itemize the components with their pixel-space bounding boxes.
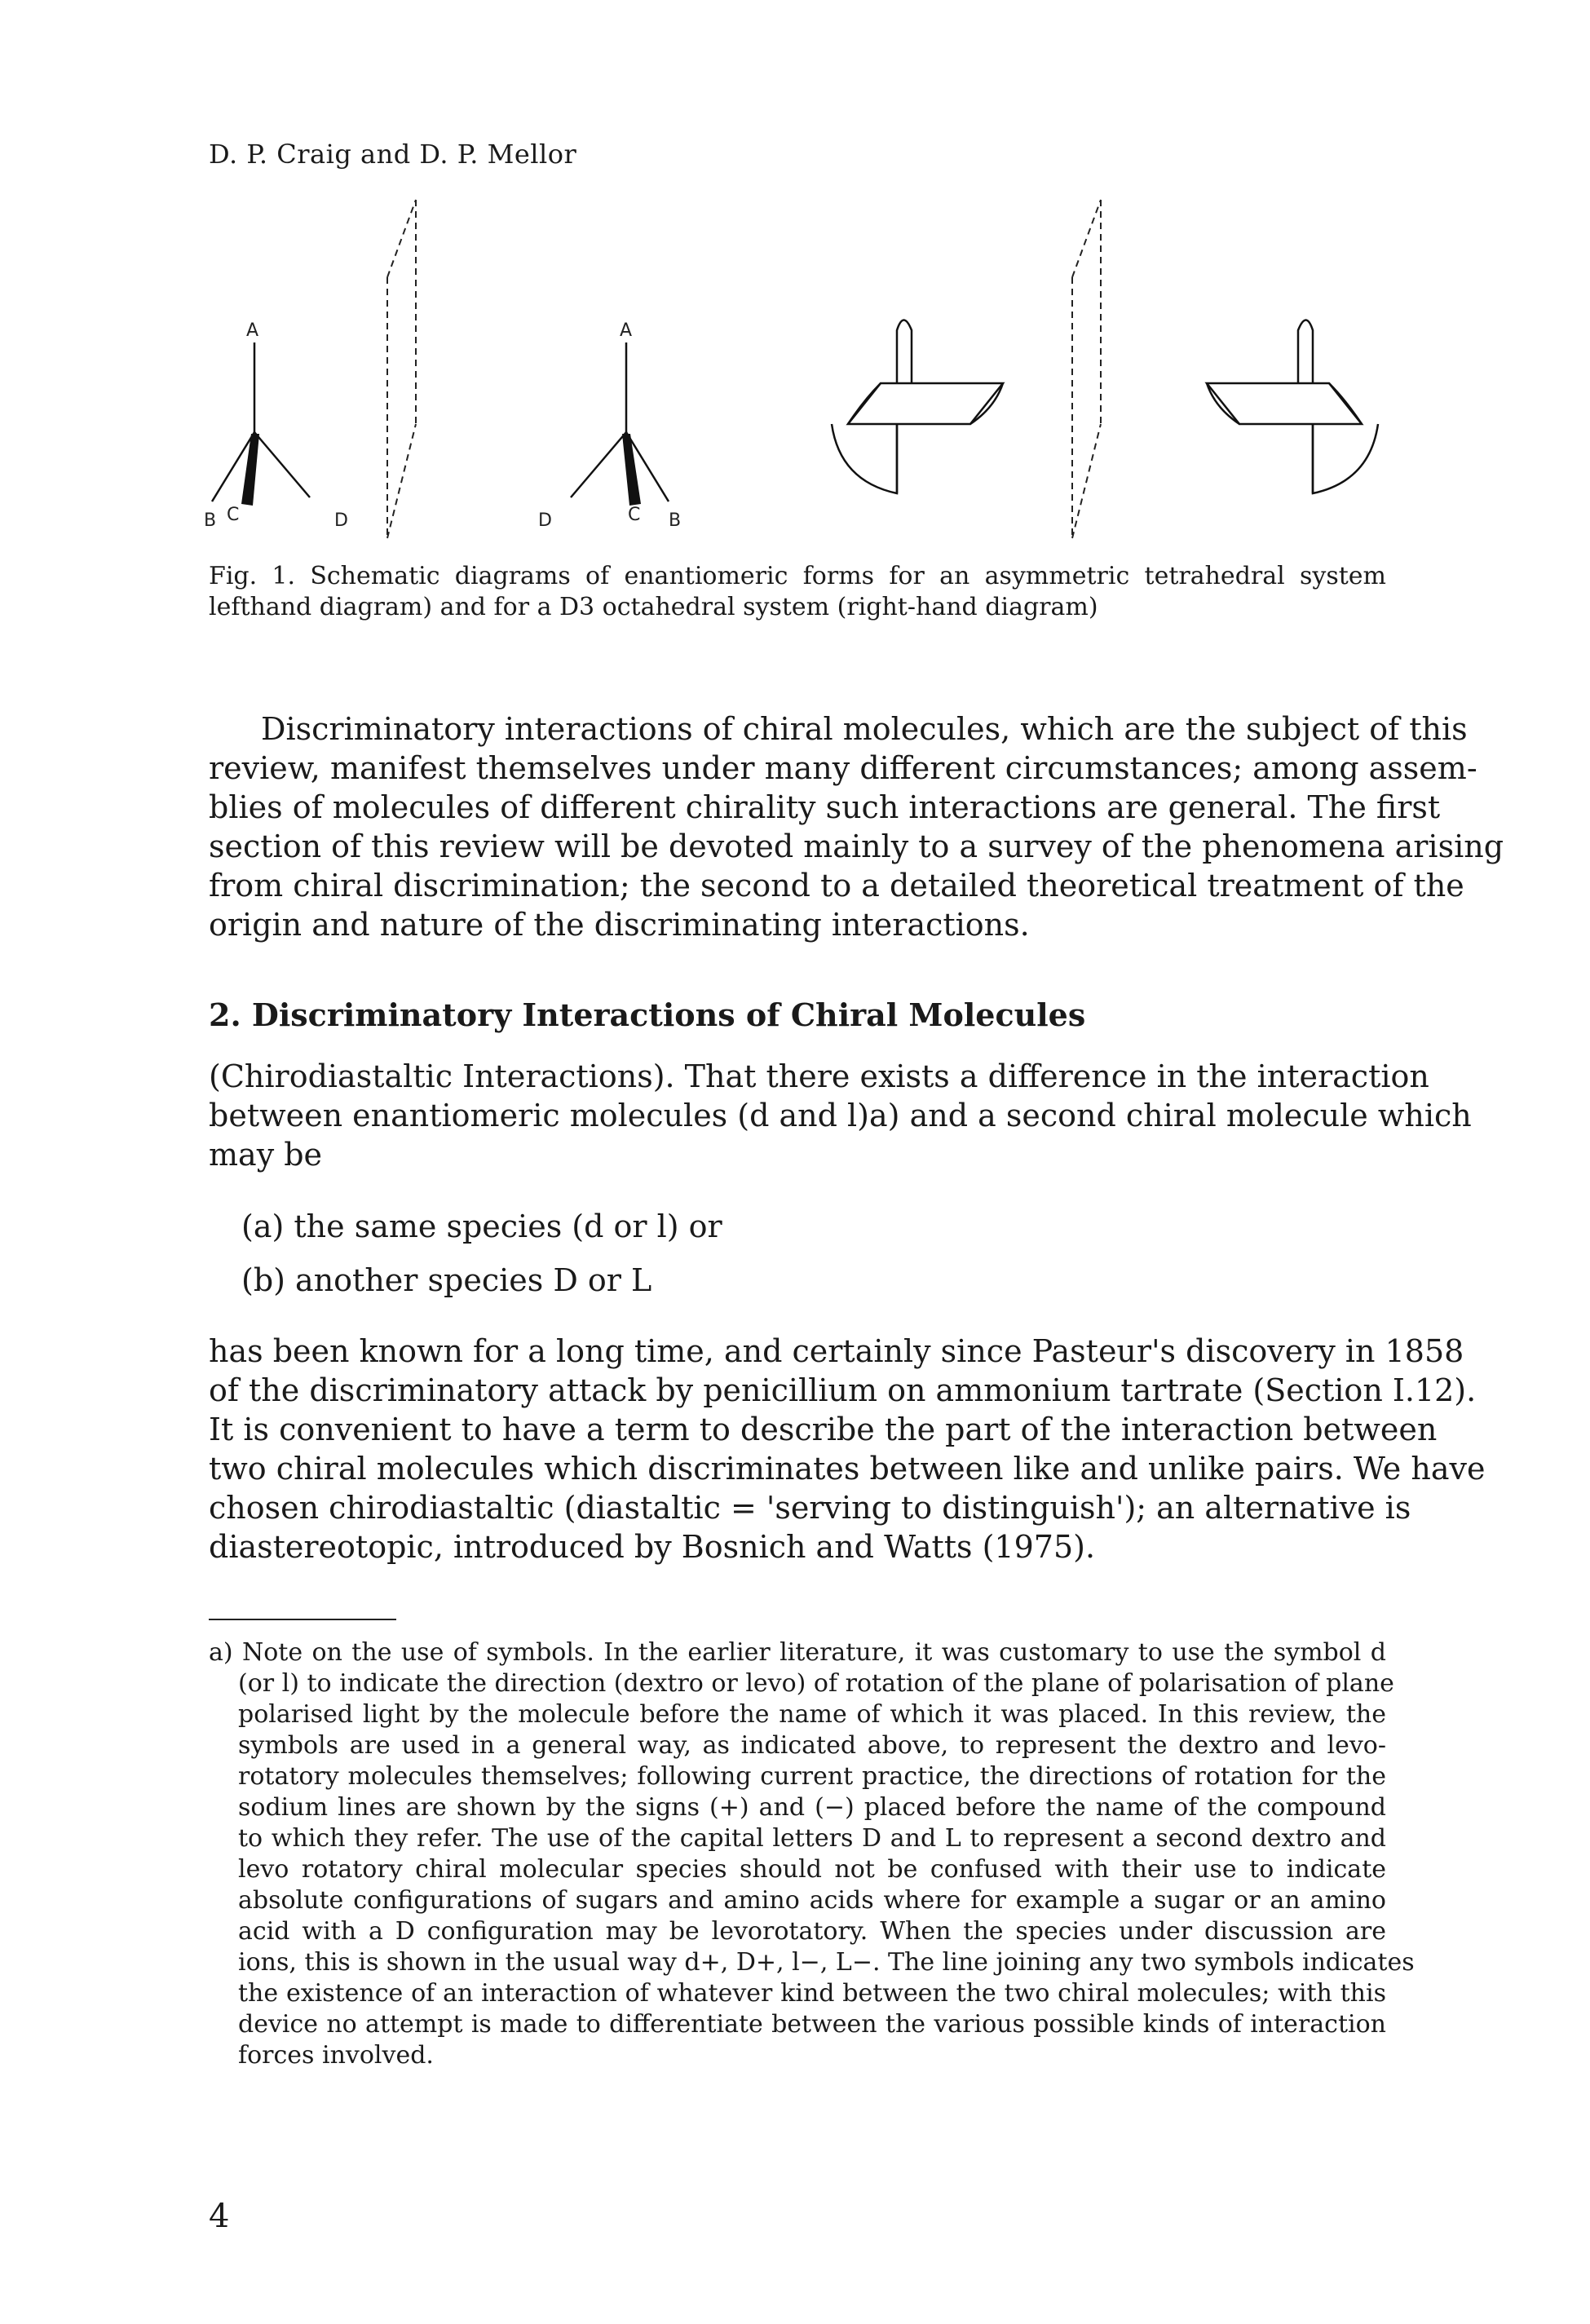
figure-caption bbox=[209, 561, 1386, 623]
list-item-a: (a) the same species (d or l) or bbox=[241, 1208, 722, 1244]
section-paragraph bbox=[209, 1057, 1472, 1174]
list-item-b: (b) another species D or L bbox=[241, 1262, 652, 1298]
octahedral-right bbox=[1207, 320, 1378, 494]
mirror-plane-right bbox=[1072, 200, 1101, 538]
caption-line: Fig. 1. Schematic diagrams of enantiomeric forms for an asymmetric tetrahedral system bbox=[209, 562, 1386, 590]
footnote-line: a) Note on the use of symbols. In the earlier literature, it was customary to use the symbol d bbox=[209, 1638, 1386, 1667]
text-line: It is convenient to have a term to describe the part of the interaction between bbox=[209, 1412, 1438, 1447]
label-a-right: A bbox=[620, 320, 633, 341]
running-header: D. P. Craig and D. P. Mellor bbox=[209, 139, 577, 170]
octahedral-left bbox=[832, 320, 1003, 494]
figure-1-diagrams bbox=[188, 179, 1411, 587]
section-heading: 2. Discriminatory Interactions of Chiral Molecules bbox=[209, 996, 1086, 1033]
bond-d-mirror bbox=[571, 432, 626, 497]
footnote bbox=[209, 1637, 1415, 2071]
label-d-right: D bbox=[538, 510, 552, 531]
blade-top-left bbox=[897, 320, 912, 384]
label-b-right: B bbox=[669, 510, 682, 531]
footnote-line: polarised light by the molecule before the name of which it was placed. In this review, the bbox=[238, 1700, 1386, 1729]
label-d-left: D bbox=[334, 510, 348, 531]
footnote-line: to which they refer. The use of the capital letters D and L to represent a second dextro and bbox=[238, 1824, 1386, 1853]
blade-bottom-right bbox=[1313, 424, 1378, 493]
footnote-line: ions, this is shown in the usual way d+, D+, l−, L−. The line joining any two symbols indicates bbox=[238, 1948, 1415, 1977]
section-paragraph-2 bbox=[209, 1332, 1486, 1566]
text-line: may be bbox=[209, 1137, 323, 1173]
footnote-line: rotatory molecules themselves; following current practice, the directions of rotation for the bbox=[238, 1762, 1386, 1791]
text-line: blies of molecules of different chirality such interactions are general. The first bbox=[209, 789, 1441, 825]
text-line: has been known for a long time, and certainly since Pasteur's discovery in 1858 bbox=[209, 1333, 1464, 1369]
page-number: 4 bbox=[209, 2198, 230, 2235]
text-line: two chiral molecules which discriminates between like and unlike pairs. We have bbox=[209, 1451, 1486, 1487]
label-b-left: B bbox=[204, 510, 217, 531]
text-line: (Chirodiastaltic Interactions). That there exists a difference in the interaction bbox=[209, 1058, 1429, 1094]
wedge-c-mirror bbox=[622, 434, 641, 506]
footnote-divider bbox=[209, 1619, 396, 1620]
text-line: chosen chirodiastaltic (diastaltic = 'serving to distinguish'); an alternative is bbox=[209, 1490, 1411, 1526]
bond-d bbox=[254, 432, 310, 497]
footnote-line: device no attempt is made to differentiate between the various possible kinds of interaction bbox=[238, 2010, 1386, 2039]
caption-line: lefthand diagram) and for a D3 octahedral system (right-hand diagram) bbox=[209, 593, 1098, 621]
text-line: of the discriminatory attack by penicillium on ammonium tartrate (Section I.12). bbox=[209, 1372, 1477, 1408]
text-line: diastereotopic, introduced by Bosnich and Watts (1975). bbox=[209, 1529, 1096, 1565]
footnote-line: symbols are used in a general way, as indicated above, to represent the dextro and levo- bbox=[238, 1731, 1386, 1760]
mirror-plane-left bbox=[387, 200, 416, 538]
label-c-right: C bbox=[628, 505, 641, 525]
left-tetrahedron bbox=[212, 342, 310, 506]
blade-bottom-left bbox=[832, 424, 897, 493]
text-line: origin and nature of the discriminating interactions. bbox=[209, 907, 1030, 943]
text-line: from chiral discrimination; the second to a detailed theoretical treatment of the bbox=[209, 868, 1464, 904]
footnote-line: forces involved. bbox=[238, 2041, 434, 2070]
footnote-line: levo rotatory chiral molecular species should not be confused with their use to indicate bbox=[238, 1855, 1386, 1884]
label-a-left: A bbox=[246, 320, 259, 341]
intro-paragraph bbox=[209, 709, 1504, 944]
figure-1 bbox=[188, 179, 1411, 587]
footnote-line: acid with a D configuration may be levorotatory. When the species under discussion are bbox=[238, 1917, 1386, 1946]
footnote-line: the existence of an interaction of whatever kind between the two chiral molecules; with this bbox=[238, 1979, 1386, 2008]
label-c-left: C bbox=[227, 505, 240, 525]
footnote-line: (or l) to indicate the direction (dextro or levo) of rotation of the plane of polarisation of plane bbox=[238, 1669, 1394, 1698]
footnote-line: absolute configurations of sugars and amino acids where for example a sugar or an amino bbox=[238, 1886, 1386, 1915]
text-line: Discriminatory interactions of chiral molecules, which are the subject of this bbox=[261, 711, 1468, 747]
wedge-c bbox=[241, 434, 259, 506]
text-line: section of this review will be devoted mainly to a survey of the phenomena arising bbox=[209, 828, 1504, 864]
blade-top-right bbox=[1298, 320, 1313, 384]
right-tetrahedron bbox=[571, 342, 669, 506]
text-line: between enantiomeric molecules (d and l)a) and a second chiral molecule which bbox=[209, 1098, 1472, 1133]
text-line: review, manifest themselves under many different circumstances; among assem- bbox=[209, 750, 1477, 786]
footnote-line: sodium lines are shown by the signs (+) and (−) placed before the name of the compound bbox=[238, 1793, 1386, 1822]
